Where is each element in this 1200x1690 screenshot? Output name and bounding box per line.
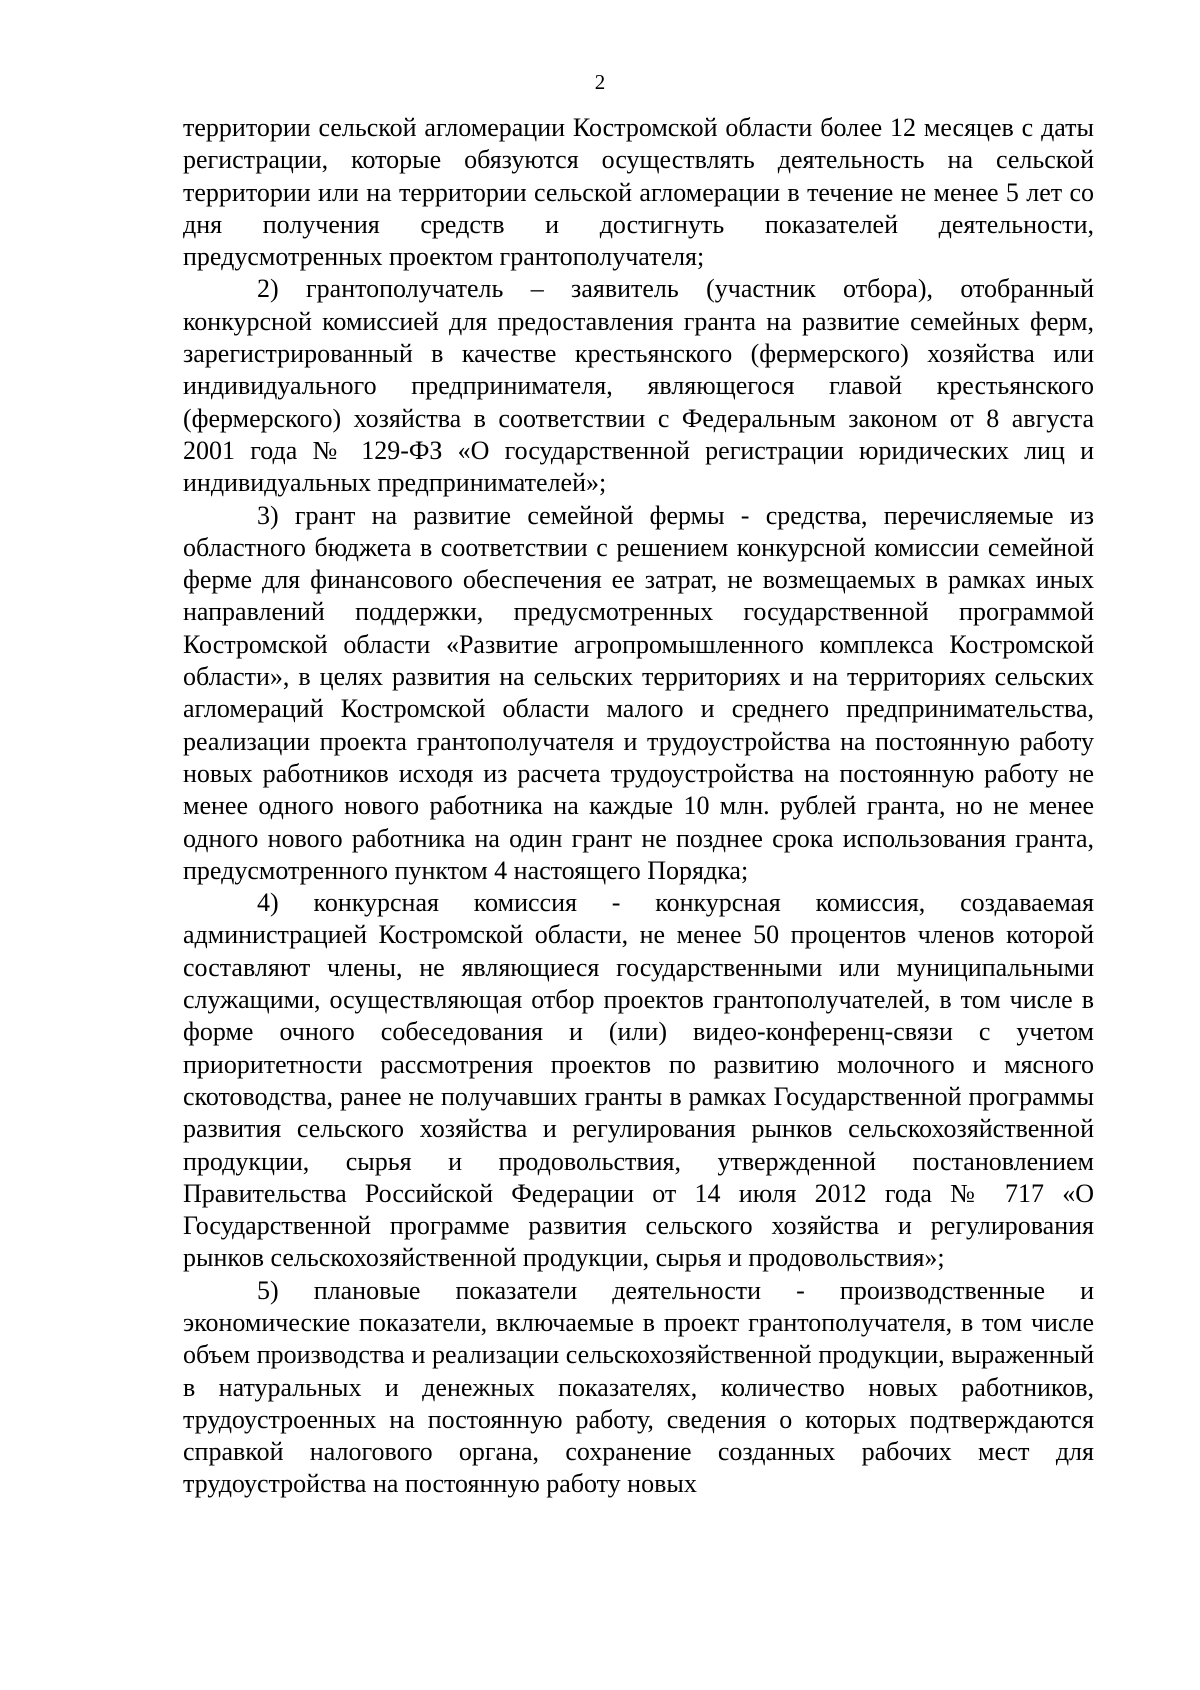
paragraph-item-4-competition-commission: 4) конкурсная комиссия - конкурсная комиссия, создаваемая администрацией Костромской области, не менее 50 процентов членов которой составляют члены, не являющиеся государственными или муниципальными служащими, осуществляющая отбор проектов грантополучателей, в том числе в форме очного собеседования и (или) видео-конференц-связи с учетом приоритетности рассмотрения проектов по развитию молочного и мясного скотоводства, ранее не получавших гранты в рамках Государственной программы развития сельского хозяйства и регулирования рынков сельскохозяйственной продукции, сырья и продовольствия, утвержденной постановлением Правительства Российской Федерации от 14 июля 2012 года № 717 «О Государственной программе развития сельского хозяйства и регулирования рынков сельскохозяйственной продукции, сырья и продовольствия»;	[183, 888, 1094, 1273]
paragraph-item-5-planned-indicators: 5) плановые показатели деятельности - производственные и экономические показатели, включаемые в проект грантополучателя, в том числе объем производства и реализации сельскохозяйственной продукции, выраженный в натуральных и денежных показателях, количество новых работников, трудоустроенных на постоянную работу, сведения о которых подтверждаются справкой налогового органа, сохранение созданных рабочих мест для трудоустройства на постоянную работу новых	[183, 1275, 1094, 1499]
paragraph-item-2-grant-recipient: 2) грантополучатель – заявитель (участник отбора), отобранный конкурсной комиссией для предоставления гранта на развитие семейных ферм, зарегистрированный в качестве крестьянского (фермерского) хозяйства или индивидуального предпринимателя, являющегося главой крестьянского (фермерского) хозяйства в соответствии с Федеральным законом от 8 августа 2001 года № 129-ФЗ «О государственной регистрации юридических лиц и индивидуальных предпринимателей»;	[183, 274, 1094, 498]
page-number: 2	[594, 70, 606, 94]
paragraph-item-3-family-farm-grant: 3) грант на развитие семейной фермы - средства, перечисляемые из областного бюджета в соответствии с решением конкурсной комиссии семейной ферме для финансового обеспечения ее затрат, не возмещаемых в рамках иных направлений поддержки, предусмотренных государственной программой Костромской области «Развитие агропромышленного комплекса Костромской области», в целях развития на сельских территориях и на территориях сельских агломераций Костромской области малого и среднего предпринимательства, реализации проекта грантополучателя и трудоустройства на постоянную работу новых работников исходя из расчета трудоустройства на постоянную работу не менее одного нового работника на каждые 10 млн. рублей гранта, но не менее одного нового работника на один грант не позднее срока использования гранта, предусмотренного пунктом 4 настоящего Порядка;	[183, 500, 1094, 885]
document-body	[183, 112, 1094, 1501]
paragraph-continuation: территории сельской агломерации Костромской области более 12 месяцев с даты регистрации, которые обязуются осуществлять деятельность на сельской территории или на территории сельской агломерации в течение не менее 5 лет со дня получения средств и достигнуть показателей деятельности, предусмотренных проектом грантополучателя;	[183, 113, 1094, 272]
